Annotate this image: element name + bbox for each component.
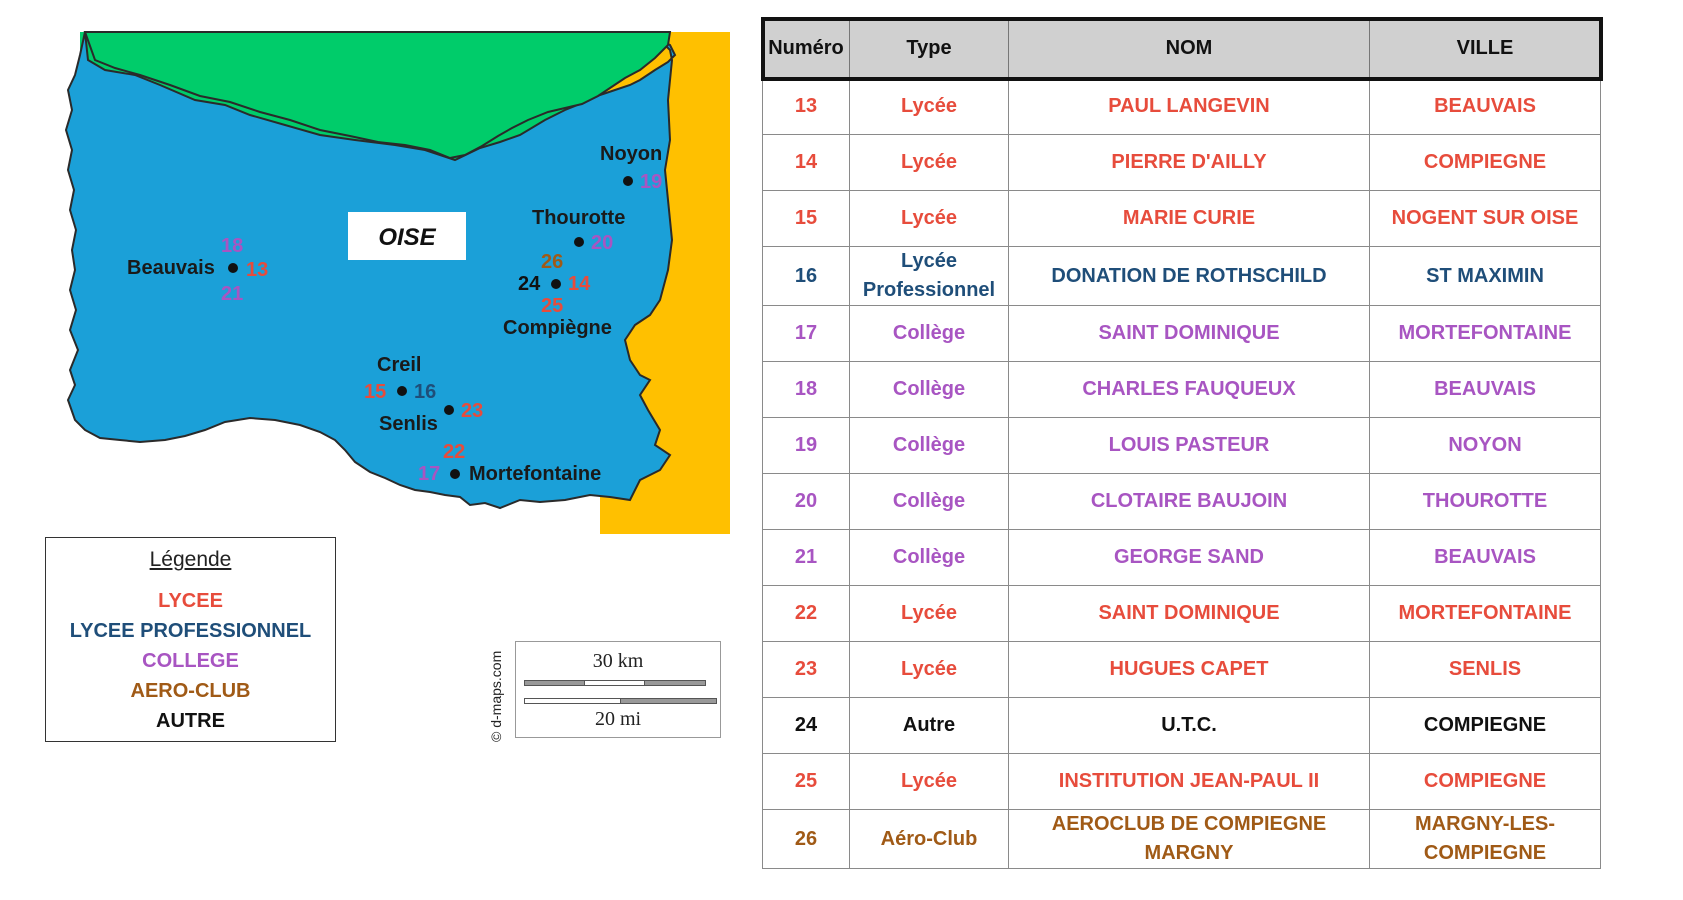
- cell-ville: SENLIS: [1370, 642, 1601, 698]
- cell-ville: NOGENT SUR OISE: [1370, 191, 1601, 247]
- cell-numero: 22: [763, 586, 850, 642]
- legend-entry-lycee-pro: LYCEE PROFESSIONNEL: [69, 620, 312, 642]
- table-row: [763, 306, 1601, 362]
- scale-mi-label: 20 mi: [594, 708, 642, 730]
- cell-type: Lycée: [850, 191, 1009, 247]
- scale-km-bar-2: [584, 680, 645, 686]
- table-row: [763, 810, 1601, 869]
- cell-type: Aéro-Club: [850, 810, 1009, 869]
- cell-nom: HUGUES CAPET: [1009, 642, 1370, 698]
- cell-numero: 17: [763, 306, 850, 362]
- cell-nom: PIERRE D'AILLY: [1009, 135, 1370, 191]
- cell-type: Lycée: [850, 79, 1009, 135]
- noyon-dot: [623, 176, 633, 186]
- map-marker-23: 23: [461, 400, 484, 422]
- legend-entry-lycee: LYCEE: [158, 590, 223, 612]
- cell-ville: MARGNY-LES-COMPIEGNE: [1370, 810, 1601, 869]
- map-marker-14: 14: [568, 273, 591, 295]
- map-marker-26: 26: [541, 251, 564, 273]
- cell-nom: PAUL LANGEVIN: [1009, 79, 1370, 135]
- table-row: [763, 530, 1601, 586]
- city-label-beauvais: Beauvais: [127, 257, 215, 279]
- header-type: Type: [850, 19, 1009, 79]
- map-marker-19: 19: [640, 171, 663, 193]
- cell-ville: BEAUVAIS: [1370, 530, 1601, 586]
- cell-type: Collège: [850, 530, 1009, 586]
- scale-mi-bar-1: [524, 698, 621, 704]
- table-row: [763, 418, 1601, 474]
- table-row: [763, 191, 1601, 247]
- cell-type: Collège: [850, 306, 1009, 362]
- table-header-row: [763, 19, 1601, 79]
- table-body: [763, 79, 1601, 869]
- establishments-table: [762, 18, 1601, 869]
- cell-ville: NOYON: [1370, 418, 1601, 474]
- cell-type: Lycée: [850, 754, 1009, 810]
- cell-ville: BEAUVAIS: [1370, 79, 1601, 135]
- mortefontaine-dot: [450, 469, 460, 479]
- cell-numero: 14: [763, 135, 850, 191]
- compiegne-dot: [551, 279, 561, 289]
- city-label-senlis: Senlis: [379, 413, 438, 435]
- map-marker-24: 24: [518, 273, 541, 295]
- city-label-thourotte: Thourotte: [532, 207, 626, 229]
- table-row: [763, 362, 1601, 418]
- cell-nom: AEROCLUB DE COMPIEGNE MARGNY: [1009, 810, 1370, 869]
- map-marker-18: 18: [221, 235, 244, 257]
- cell-numero: 26: [763, 810, 850, 869]
- map-marker-13: 13: [246, 259, 269, 281]
- cell-numero: 24: [763, 698, 850, 754]
- map-marker-15: 15: [364, 381, 387, 403]
- cell-nom: CLOTAIRE BAUJOIN: [1009, 474, 1370, 530]
- cell-ville: BEAUVAIS: [1370, 362, 1601, 418]
- map-marker-17: 17: [418, 463, 441, 485]
- legend-entry-autre: AUTRE: [156, 710, 225, 732]
- cell-type: Collège: [850, 418, 1009, 474]
- city-label-compiegne: Compiègne: [503, 317, 612, 339]
- map-marker-25: 25: [541, 295, 564, 317]
- cell-type: Lycée: [850, 642, 1009, 698]
- table-row: [763, 474, 1601, 530]
- cell-numero: 25: [763, 754, 850, 810]
- table-row: [763, 698, 1601, 754]
- city-label-mortefontaine: Mortefontaine: [469, 463, 602, 485]
- scale-km-bar-3: [644, 680, 706, 686]
- city-label-noyon: Noyon: [600, 143, 663, 165]
- legend-entry-college: COLLEGE: [142, 650, 239, 672]
- table-row: [763, 79, 1601, 135]
- thourotte-dot: [574, 237, 584, 247]
- cell-nom: SAINT DOMINIQUE: [1009, 306, 1370, 362]
- table-row: [763, 247, 1601, 306]
- cell-ville: MORTEFONTAINE: [1370, 586, 1601, 642]
- cell-type: Lycée: [850, 135, 1009, 191]
- cell-ville: COMPIEGNE: [1370, 698, 1601, 754]
- cell-ville: THOUROTTE: [1370, 474, 1601, 530]
- table-row: [763, 135, 1601, 191]
- cell-numero: 23: [763, 642, 850, 698]
- map-credit: © d-maps.com: [488, 650, 504, 742]
- cell-ville: COMPIEGNE: [1370, 754, 1601, 810]
- cell-nom: U.T.C.: [1009, 698, 1370, 754]
- cell-type: Lycée Professionnel: [850, 247, 1009, 306]
- table-row: [763, 586, 1601, 642]
- scale-bar: [515, 641, 721, 738]
- cell-numero: 19: [763, 418, 850, 474]
- cell-nom: INSTITUTION JEAN-PAUL II: [1009, 754, 1370, 810]
- cell-nom: LOUIS PASTEUR: [1009, 418, 1370, 474]
- legend-title: Légende: [149, 548, 232, 571]
- header-ville: VILLE: [1370, 19, 1601, 79]
- header-numero: Numéro: [763, 19, 850, 79]
- cell-numero: 21: [763, 530, 850, 586]
- map-marker-22: 22: [443, 441, 466, 463]
- cell-type: Autre: [850, 698, 1009, 754]
- table-row: [763, 754, 1601, 810]
- table-row: [763, 642, 1601, 698]
- cell-nom: DONATION DE ROTHSCHILD: [1009, 247, 1370, 306]
- map-marker-16: 16: [414, 381, 437, 403]
- cell-nom: MARIE CURIE: [1009, 191, 1370, 247]
- cell-ville: MORTEFONTAINE: [1370, 306, 1601, 362]
- map-marker-21: 21: [221, 283, 244, 305]
- cell-numero: 15: [763, 191, 850, 247]
- cell-type: Lycée: [850, 586, 1009, 642]
- oise-label: OISE: [378, 224, 436, 251]
- scale-km-bar-1: [524, 680, 585, 686]
- cell-nom: CHARLES FAUQUEUX: [1009, 362, 1370, 418]
- cell-nom: GEORGE SAND: [1009, 530, 1370, 586]
- cell-type: Collège: [850, 362, 1009, 418]
- cell-ville: COMPIEGNE: [1370, 135, 1601, 191]
- cell-ville: ST MAXIMIN: [1370, 247, 1601, 306]
- cell-type: Collège: [850, 474, 1009, 530]
- cell-numero: 18: [763, 362, 850, 418]
- cell-numero: 16: [763, 247, 850, 306]
- cell-nom: SAINT DOMINIQUE: [1009, 586, 1370, 642]
- establishments-table-wrap: [762, 18, 1601, 869]
- legend-entry-aero-club: AERO-CLUB: [130, 680, 251, 702]
- creil-dot: [397, 386, 407, 396]
- map-legend: [45, 537, 336, 742]
- scale-km-label: 30 km: [592, 650, 644, 672]
- header-nom: NOM: [1009, 19, 1370, 79]
- map-marker-20: 20: [591, 232, 614, 254]
- cell-numero: 20: [763, 474, 850, 530]
- cell-numero: 13: [763, 79, 850, 135]
- beauvais-dot: [228, 263, 238, 273]
- senlis-dot: [444, 405, 454, 415]
- scale-mi-bar-2: [620, 698, 717, 704]
- city-label-creil: Creil: [377, 354, 422, 376]
- oise-map: [0, 0, 760, 560]
